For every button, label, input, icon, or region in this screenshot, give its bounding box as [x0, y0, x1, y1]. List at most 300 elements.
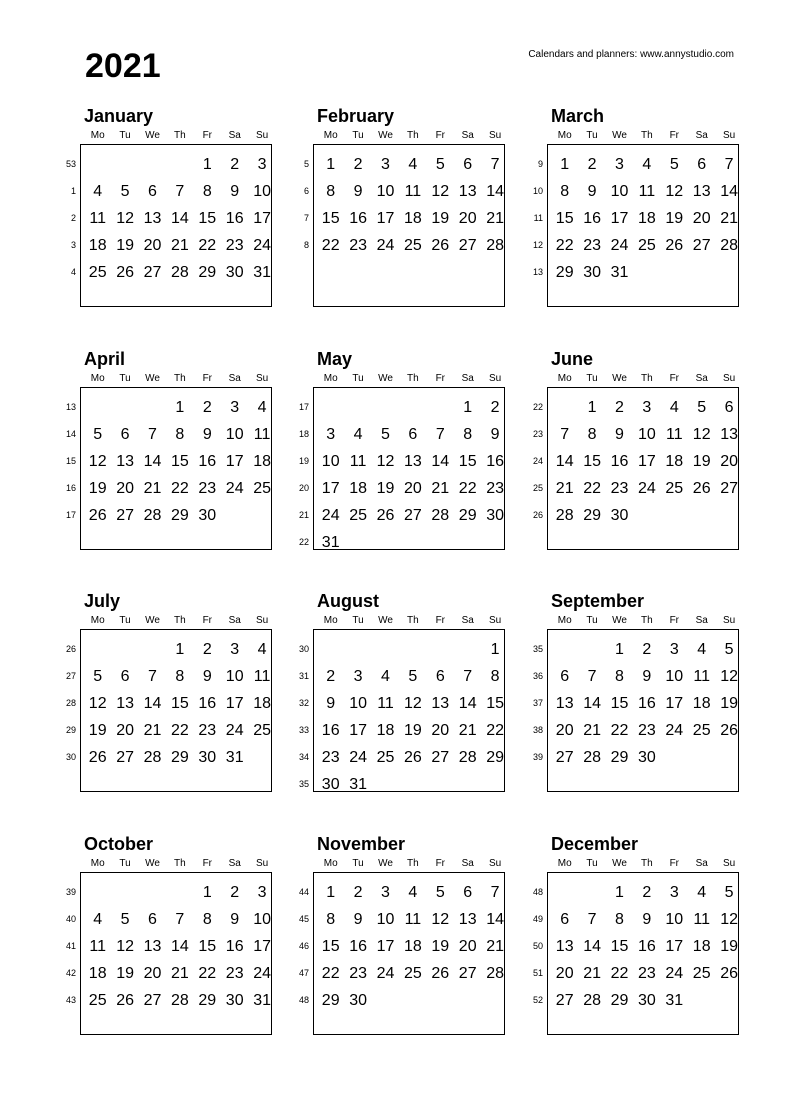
day-cell: 18 [349, 480, 367, 497]
day-cell: 17 [376, 210, 395, 227]
day-cell: 15 [486, 695, 504, 712]
day-cell: 10 [637, 426, 656, 443]
week-number: 13 [532, 267, 543, 277]
week-number: 45 [298, 914, 309, 924]
day-cell: 7 [175, 183, 185, 200]
day-cell: 19 [431, 210, 450, 227]
day-cell: 23 [637, 965, 656, 982]
weekday-label: Sa [461, 130, 474, 141]
month-name: November [317, 834, 406, 854]
day-cell: 29 [170, 749, 189, 766]
day-cell: 30 [198, 507, 217, 524]
day-cell: 2 [202, 641, 212, 658]
weekday-label: Fr [669, 373, 680, 384]
day-cell: 20 [403, 480, 422, 497]
day-cell: 16 [225, 938, 244, 955]
day-cell: 29 [555, 264, 574, 281]
day-cell: 16 [486, 453, 504, 470]
week-number: 49 [532, 914, 543, 924]
weekday-label: Su [722, 130, 736, 141]
day-cell: 9 [642, 668, 652, 685]
day-cell: 3 [615, 156, 624, 173]
day-cell: 2 [490, 399, 500, 416]
day-cell: 5 [435, 884, 445, 901]
week-number: 40 [65, 914, 76, 924]
day-cell: 1 [202, 156, 212, 173]
day-cell: 24 [225, 722, 244, 739]
week-number: 4 [70, 267, 76, 277]
weekday-label: Tu [586, 858, 598, 869]
day-cell: 20 [116, 480, 134, 497]
weekday-label: We [378, 373, 393, 384]
weekday-header [317, 129, 509, 143]
day-cell: 7 [463, 668, 473, 685]
day-cell: 5 [93, 668, 103, 685]
day-cell: 17 [225, 695, 244, 712]
day-cell: 5 [120, 911, 130, 928]
day-cell: 27 [431, 749, 450, 766]
day-cell: 26 [665, 237, 684, 254]
day-cell: 15 [198, 938, 217, 955]
day-cell: 20 [458, 210, 477, 227]
day-cell: 9 [230, 183, 240, 200]
day-cell: 29 [321, 992, 340, 1009]
day-cell: 13 [555, 938, 574, 955]
day-cell: 5 [408, 668, 418, 685]
day-cell: 8 [615, 668, 624, 685]
day-cell: 7 [148, 426, 157, 443]
day-cell: 25 [403, 965, 422, 982]
weekday-header [551, 614, 743, 628]
year-title: 2021 [85, 47, 161, 85]
day-cell: 15 [321, 938, 340, 955]
day-cell: 4 [353, 426, 363, 443]
day-cell: 12 [88, 453, 107, 470]
day-cell: 28 [486, 237, 504, 254]
day-cell: 19 [692, 453, 711, 470]
day-cell: 22 [555, 237, 574, 254]
day-cell: 22 [198, 237, 217, 254]
week-number: 48 [298, 995, 309, 1005]
day-cell: 19 [376, 480, 395, 497]
day-cell: 1 [560, 156, 570, 173]
weekday-label: Su [255, 858, 269, 869]
week-number: 24 [532, 456, 543, 466]
day-cell: 29 [458, 507, 477, 524]
weekday-label: We [612, 373, 627, 384]
day-cell: 23 [198, 722, 217, 739]
day-cell: 3 [230, 641, 240, 658]
day-cell: 18 [692, 938, 711, 955]
weekday-header [84, 614, 276, 628]
day-cell: 10 [321, 453, 340, 470]
day-cell: 26 [431, 237, 450, 254]
week-number: 41 [65, 941, 76, 951]
day-cell: 19 [720, 938, 738, 955]
day-cell: 27 [555, 749, 574, 766]
day-cell: 14 [486, 911, 504, 928]
day-cell: 25 [665, 480, 684, 497]
day-cell: 10 [225, 668, 244, 685]
day-cell: 1 [615, 641, 624, 658]
day-cell: 9 [642, 911, 652, 928]
day-cell: 5 [697, 399, 707, 416]
week-number: 50 [532, 941, 543, 951]
day-cell: 2 [642, 641, 652, 658]
day-cell: 6 [724, 399, 734, 416]
day-cell: 23 [583, 237, 601, 254]
day-cell: 22 [170, 480, 189, 497]
day-cell: 26 [116, 264, 134, 281]
day-cell: 15 [170, 695, 189, 712]
day-cell: 8 [202, 911, 212, 928]
day-cell: 8 [587, 426, 597, 443]
day-cell: 27 [116, 507, 134, 524]
week-number: 43 [65, 995, 76, 1005]
day-cell: 12 [403, 695, 422, 712]
weekday-label: Su [722, 373, 736, 384]
day-cell: 6 [408, 426, 418, 443]
day-cell: 9 [326, 695, 336, 712]
day-cell: 13 [458, 183, 477, 200]
day-cell: 24 [253, 237, 271, 254]
day-cell: 11 [404, 183, 422, 200]
day-cell: 6 [463, 884, 473, 901]
day-cell: 4 [93, 911, 103, 928]
day-cell: 6 [560, 668, 570, 685]
weekday-header [551, 857, 743, 871]
day-cell: 12 [665, 183, 684, 200]
week-number: 16 [65, 483, 76, 493]
day-cell: 15 [198, 210, 217, 227]
weekday-label: Su [255, 373, 269, 384]
day-cell: 10 [376, 183, 395, 200]
weekday-label: Su [255, 130, 269, 141]
day-cell: 13 [458, 911, 477, 928]
week-number: 3 [70, 240, 76, 250]
week-number: 5 [303, 159, 309, 169]
day-cell: 22 [610, 965, 629, 982]
day-cell: 15 [170, 453, 189, 470]
weekday-label: Fr [435, 130, 446, 141]
month-name: December [551, 834, 639, 854]
weekday-label: Th [641, 858, 653, 869]
weekday-label: Tu [586, 373, 598, 384]
weekday-label: We [145, 858, 160, 869]
month-january [62, 105, 302, 330]
day-cell: 15 [321, 210, 340, 227]
weekday-label: Mo [557, 858, 572, 869]
day-cell: 18 [637, 210, 656, 227]
day-cell: 23 [225, 237, 244, 254]
day-cell: 21 [486, 938, 504, 955]
day-cell: 17 [637, 453, 656, 470]
day-cell: 8 [175, 668, 185, 685]
day-cell: 1 [175, 399, 185, 416]
weekday-label: We [378, 858, 393, 869]
day-cell: 8 [326, 911, 336, 928]
day-cell: 3 [353, 668, 363, 685]
weekday-label: We [612, 858, 627, 869]
day-cell: 11 [89, 938, 106, 955]
week-number: 23 [532, 429, 543, 439]
day-cell: 22 [610, 722, 629, 739]
day-cell: 8 [175, 426, 185, 443]
day-cell: 29 [610, 992, 629, 1009]
day-cell: 11 [693, 911, 710, 928]
weekday-label: Su [488, 615, 502, 626]
day-cell: 16 [198, 695, 217, 712]
day-cell: 16 [583, 210, 601, 227]
week-number: 37 [532, 698, 543, 708]
weekday-label: Tu [352, 373, 364, 384]
weekday-label: Mo [90, 615, 105, 626]
month-april [62, 348, 302, 573]
day-cell: 25 [349, 507, 367, 524]
week-number: 39 [65, 887, 76, 897]
week-number: 19 [298, 456, 309, 466]
weekday-label: Mo [323, 858, 338, 869]
day-cell: 12 [692, 426, 711, 443]
day-cell: 16 [637, 695, 656, 712]
weekday-label: Tu [119, 373, 131, 384]
day-cell: 12 [88, 695, 107, 712]
day-cell: 10 [253, 911, 271, 928]
week-number: 26 [532, 510, 543, 520]
month-september [529, 590, 769, 815]
weekday-label: Th [174, 373, 186, 384]
day-cell: 14 [143, 453, 162, 470]
day-cell: 11 [253, 426, 271, 443]
weekday-label: Sa [461, 615, 474, 626]
day-cell: 2 [642, 884, 652, 901]
day-cell: 16 [198, 453, 217, 470]
weekday-label: Sa [461, 858, 474, 869]
day-cell: 8 [202, 183, 212, 200]
day-cell: 13 [143, 938, 162, 955]
day-cell: 14 [583, 938, 601, 955]
day-cell: 22 [198, 965, 217, 982]
day-cell: 1 [175, 641, 185, 658]
week-number: 47 [298, 968, 309, 978]
day-cell: 18 [403, 210, 422, 227]
day-cell: 8 [615, 911, 624, 928]
weekday-label: Fr [435, 615, 446, 626]
weekday-header [551, 129, 743, 143]
month-november [295, 833, 535, 1058]
weekday-label: Tu [586, 130, 598, 141]
day-cell: 26 [720, 965, 738, 982]
day-cell: 13 [431, 695, 450, 712]
weekday-label: Fr [435, 373, 446, 384]
day-cell: 19 [665, 210, 684, 227]
weekday-label: Mo [323, 615, 338, 626]
day-cell: 6 [560, 911, 570, 928]
day-cell: 3 [381, 156, 390, 173]
week-number: 11 [533, 213, 543, 223]
day-cell: 2 [615, 399, 624, 416]
day-cell: 20 [555, 722, 574, 739]
week-number: 14 [65, 429, 76, 439]
day-cell: 11 [404, 911, 422, 928]
day-cell: 18 [88, 965, 107, 982]
day-cell: 18 [253, 695, 271, 712]
day-cell: 6 [435, 668, 445, 685]
day-cell: 27 [555, 992, 574, 1009]
day-cell: 20 [692, 210, 711, 227]
month-name: June [551, 349, 594, 369]
weekday-label: Tu [119, 615, 131, 626]
day-cell: 2 [202, 399, 212, 416]
weekday-label: We [612, 130, 627, 141]
day-cell: 28 [583, 992, 601, 1009]
weekday-label: Tu [119, 130, 131, 141]
week-number: 21 [298, 510, 309, 520]
day-cell: 14 [170, 938, 189, 955]
day-cell: 2 [587, 156, 597, 173]
week-number: 52 [532, 995, 543, 1005]
weekday-label: Fr [669, 858, 680, 869]
day-cell: 19 [88, 480, 107, 497]
month-may [295, 348, 535, 573]
day-cell: 25 [403, 237, 422, 254]
week-number: 53 [65, 159, 76, 169]
weekday-label: Su [722, 858, 736, 869]
day-cell: 1 [326, 884, 336, 901]
day-cell: 12 [431, 911, 450, 928]
day-cell: 24 [665, 965, 684, 982]
day-cell: 23 [486, 480, 504, 497]
weekday-label: Fr [669, 130, 680, 141]
day-cell: 5 [724, 641, 734, 658]
day-cell: 4 [697, 884, 707, 901]
day-cell: 31 [253, 264, 271, 281]
day-cell: 17 [665, 695, 684, 712]
day-cell: 12 [720, 911, 738, 928]
day-cell: 1 [587, 399, 597, 416]
week-number: 48 [532, 887, 543, 897]
day-cell: 25 [692, 722, 711, 739]
day-cell: 2 [353, 884, 363, 901]
day-cell: 13 [116, 453, 134, 470]
day-cell: 18 [403, 938, 422, 955]
day-cell: 14 [583, 695, 601, 712]
day-cell: 11 [253, 668, 271, 685]
day-cell: 26 [376, 507, 395, 524]
week-number: 22 [532, 402, 543, 412]
day-cell: 4 [257, 399, 267, 416]
weekday-label: Fr [202, 373, 213, 384]
weekday-label: Fr [202, 858, 213, 869]
day-cell: 2 [326, 668, 336, 685]
day-cell: 19 [116, 965, 134, 982]
day-cell: 10 [253, 183, 271, 200]
weekday-label: Fr [202, 615, 213, 626]
day-cell: 14 [555, 453, 574, 470]
day-cell: 10 [376, 911, 395, 928]
day-cell: 20 [555, 965, 574, 982]
day-cell: 14 [143, 695, 162, 712]
day-cell: 6 [697, 156, 707, 173]
day-cell: 31 [321, 534, 340, 551]
week-number: 44 [298, 887, 309, 897]
day-cell: 21 [143, 480, 162, 497]
day-cell: 16 [637, 938, 656, 955]
day-cell: 5 [724, 884, 734, 901]
weekday-label: Su [722, 615, 736, 626]
weekday-label: Tu [352, 615, 364, 626]
day-cell: 24 [225, 480, 244, 497]
day-cell: 5 [120, 183, 130, 200]
week-number: 20 [298, 483, 309, 493]
month-august [295, 590, 535, 815]
day-cell: 8 [463, 426, 473, 443]
week-number: 22 [298, 537, 309, 547]
day-cell: 30 [349, 992, 367, 1009]
day-cell: 20 [116, 722, 134, 739]
day-cell: 21 [143, 722, 162, 739]
day-cell: 21 [458, 722, 477, 739]
day-cell: 7 [490, 156, 500, 173]
week-number: 8 [303, 240, 309, 250]
day-cell: 26 [692, 480, 711, 497]
day-cell: 15 [583, 453, 601, 470]
day-cell: 22 [321, 965, 340, 982]
day-cell: 3 [257, 156, 267, 173]
weekday-label: We [145, 130, 160, 141]
day-cell: 2 [230, 156, 240, 173]
day-cell: 28 [583, 749, 601, 766]
day-cell: 7 [148, 668, 157, 685]
day-cell: 26 [88, 507, 107, 524]
day-cell: 13 [555, 695, 574, 712]
week-number: 42 [65, 968, 76, 978]
day-cell: 6 [120, 426, 130, 443]
day-cell: 20 [143, 237, 162, 254]
day-cell: 14 [486, 183, 504, 200]
day-cell: 3 [326, 426, 336, 443]
day-cell: 17 [665, 938, 684, 955]
day-cell: 31 [253, 992, 271, 1009]
week-number: 12 [532, 240, 543, 250]
weekday-header [551, 372, 743, 386]
day-cell: 21 [555, 480, 574, 497]
day-cell: 9 [230, 911, 240, 928]
weekday-label: Fr [669, 615, 680, 626]
day-cell: 23 [349, 965, 367, 982]
weekday-label: Th [174, 130, 186, 141]
day-cell: 10 [665, 668, 684, 685]
week-number: 32 [298, 698, 309, 708]
day-cell: 19 [403, 722, 422, 739]
day-cell: 16 [321, 722, 340, 739]
week-number: 2 [70, 213, 76, 223]
day-cell: 29 [610, 749, 629, 766]
weekday-label: Mo [90, 858, 105, 869]
week-number: 26 [65, 644, 76, 654]
day-cell: 24 [253, 965, 271, 982]
weekday-label: Fr [202, 130, 213, 141]
day-cell: 4 [642, 156, 652, 173]
day-cell: 12 [116, 210, 134, 227]
day-cell: 26 [116, 992, 134, 1009]
day-cell: 22 [486, 722, 504, 739]
weekday-label: Th [174, 858, 186, 869]
day-cell: 21 [583, 722, 601, 739]
day-cell: 19 [720, 695, 738, 712]
week-number: 46 [298, 941, 309, 951]
day-cell: 18 [88, 237, 107, 254]
